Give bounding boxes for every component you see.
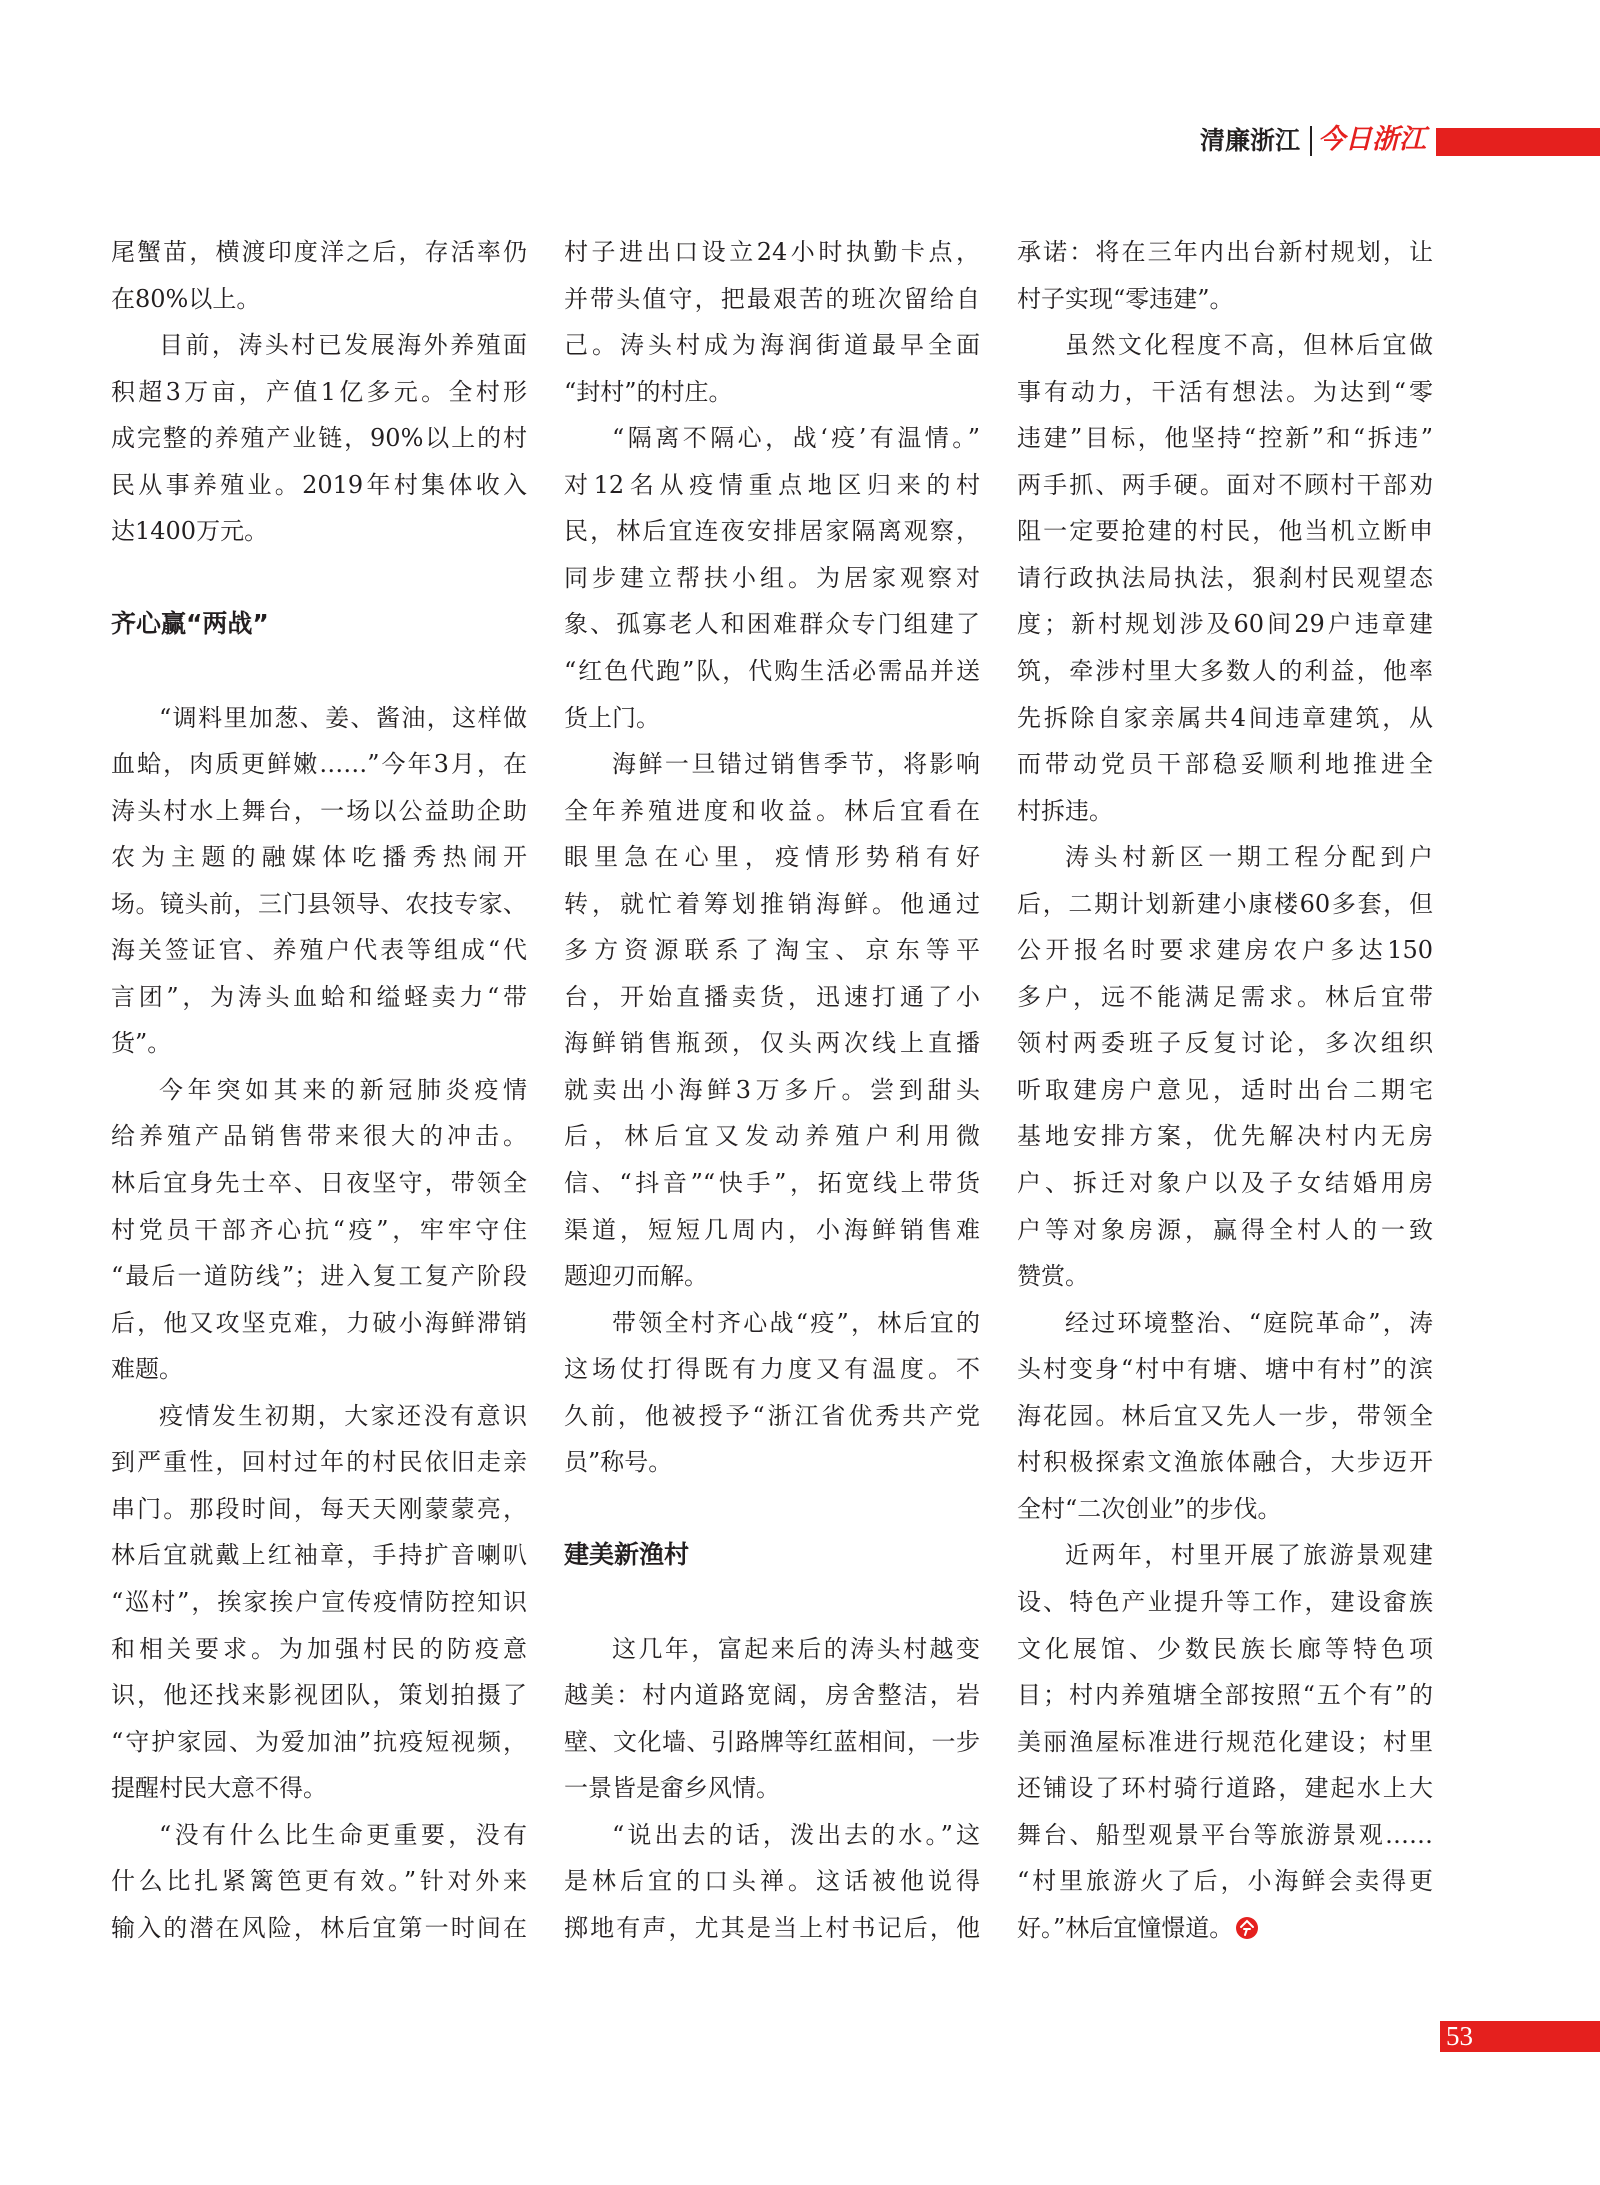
text-line: 而带动党员干部稳妥顺利地推进全 bbox=[1017, 750, 1433, 779]
text-line: 海花园。林后宜又先人一步，带领全 bbox=[1017, 1401, 1433, 1430]
text-line: 难题。 bbox=[111, 1355, 183, 1384]
text-line: 己。涛头村成为海润街道最早全面 bbox=[564, 331, 980, 360]
text-line: 全村“二次创业”的步伐。 bbox=[1017, 1494, 1282, 1523]
text-line: 提醒村民大意不得。 bbox=[111, 1774, 327, 1803]
text-line: 舞台、船型观景平台等旅游景观…… bbox=[1017, 1820, 1433, 1849]
header-divider bbox=[1310, 126, 1312, 156]
text-line: 越美：村内道路宽阔，房舍整洁，岩 bbox=[564, 1681, 980, 1710]
text-line: 给养殖产品销售带来很大的冲击。 bbox=[111, 1122, 527, 1151]
text-line: 请行政执法局执法，狠刹村民观望态 bbox=[1017, 563, 1433, 592]
text-line: 后，林后宜又发动养殖户利用微 bbox=[564, 1122, 980, 1151]
text-line: 尾蟹苗，横渡印度洋之后，存活率仍 bbox=[111, 238, 527, 266]
text-line: 林后宜就戴上红袖章，手持扩音喇叭 bbox=[111, 1541, 527, 1570]
text-line: 带领全村齐心战“疫”，林后宜的 bbox=[612, 1308, 980, 1337]
text-line: “守护家园、为爱加油”抗疫短视频， bbox=[111, 1727, 527, 1756]
text-line: “隔离不隔心，战‘疫’有温情。” bbox=[612, 424, 980, 453]
text-line: 掷地有声，尤其是当上村书记后，他 bbox=[564, 1913, 980, 1942]
text-line: 农为主题的融媒体吃播秀热闹开 bbox=[111, 843, 527, 872]
text-line: 台，开始直播卖货，迅速打通了小 bbox=[564, 982, 980, 1011]
text-line: 目前，涛头村已发展海外养殖面 bbox=[159, 331, 527, 360]
text-line: 承诺：将在三年内出台新村规划，让 bbox=[1017, 238, 1433, 266]
text-line: 渠道，短短几周内，小海鲜销售难 bbox=[564, 1215, 980, 1244]
text-line: 这场仗打得既有力度又有温度。不 bbox=[564, 1355, 980, 1384]
column-name: 清廉浙江 bbox=[1200, 126, 1301, 155]
article-column-3 bbox=[1017, 229, 1433, 1952]
text-line: 今年突如其来的新冠肺炎疫情 bbox=[159, 1075, 527, 1104]
text-line: 成完整的养殖产业链，90%以上的村 bbox=[111, 424, 527, 453]
text-line: 全年养殖进度和收益。林后宜看在 bbox=[564, 796, 980, 825]
text-line: “巡村”，挨家挨户宣传疫情防控知识 bbox=[111, 1587, 527, 1616]
text-line: 货”。 bbox=[111, 1029, 172, 1058]
text-line: 村子实现“零违建”。 bbox=[1017, 284, 1234, 313]
text-line: 就卖出小海鲜3万多斤。尝到甜头 bbox=[564, 1075, 980, 1104]
text-line: 事有动力，干活有想法。为达到“零 bbox=[1017, 377, 1433, 406]
text-line: 林后宜身先士卒、日夜坚守，带领全 bbox=[111, 1169, 527, 1197]
text-line: “封村”的村庄。 bbox=[564, 377, 733, 406]
text-line: 村子进出口设立24小时执勤卡点， bbox=[564, 238, 980, 266]
text-line: 近两年，村里开展了旅游景观建 bbox=[1065, 1541, 1433, 1570]
text-line: 多户，远不能满足需求。林后宜带 bbox=[1017, 982, 1433, 1011]
text-line: 先拆除自家亲属共4间违章建筑，从 bbox=[1017, 703, 1433, 732]
text-line: 村党员干部齐心抗“疫”，牢牢守住 bbox=[111, 1215, 527, 1244]
text-line: 达1400万元。 bbox=[111, 517, 269, 546]
text-line: 户、拆迁对象户以及子女结婚用房 bbox=[1017, 1169, 1433, 1197]
text-line: 海关签证官、养殖户代表等组成“代 bbox=[111, 936, 527, 965]
text-line: 象、孤寡老人和困难群众专门组建了 bbox=[564, 610, 980, 639]
text-line: 赞赏。 bbox=[1017, 1262, 1089, 1291]
text-line: 目；村内养殖塘全部按照“五个有”的 bbox=[1017, 1681, 1433, 1710]
text-line: 虽然文化程度不高，但林后宜做 bbox=[1065, 331, 1433, 360]
text-line: 经过环境整治、“庭院革命”，涛 bbox=[1065, 1308, 1433, 1337]
text-line: 信、“抖音”“快手”，拓宽线上带货 bbox=[564, 1169, 980, 1197]
text-line: 在80%以上。 bbox=[111, 284, 261, 313]
text-line: 户等对象房源，赢得全村人的一致 bbox=[1017, 1215, 1433, 1244]
text-line: 是林后宜的口头禅。这话被他说得 bbox=[564, 1867, 980, 1896]
text-line: 度；新村规划涉及60间29户违章建 bbox=[1017, 610, 1433, 639]
text-line: 还铺设了环村骑行道路，建起水上大 bbox=[1017, 1774, 1433, 1803]
text-line: 公开报名时要求建房农户多达150 bbox=[1017, 936, 1433, 965]
text-line: 多方资源联系了淘宝、京东等平 bbox=[564, 936, 980, 965]
header-accent-bar bbox=[1436, 128, 1600, 156]
text-line: 基地安排方案，优先解决村内无房 bbox=[1017, 1122, 1433, 1151]
text-line: 员”称号。 bbox=[564, 1448, 673, 1477]
section-heading: 建美新渔村 bbox=[564, 1540, 690, 1570]
page-number: 53 bbox=[1446, 2021, 1473, 2051]
text-line: 听取建房户意见，适时出台二期宅 bbox=[1017, 1075, 1433, 1104]
text-line: 串门。那段时间，每天天刚蒙蒙亮， bbox=[111, 1494, 527, 1523]
text-line: 到严重性，回村过年的村民依旧走亲 bbox=[111, 1448, 527, 1477]
text-line: 和相关要求。为加强村民的防疫意 bbox=[111, 1634, 527, 1663]
text-line: 领村两委班子反复讨论，多次组织 bbox=[1017, 1029, 1433, 1058]
text-line: 转，就忙着筹划推销海鲜。他通过 bbox=[564, 889, 980, 918]
text-line: 积超3万亩，产值1亿多元。全村形 bbox=[111, 377, 527, 406]
text-line: 海鲜销售瓶颈，仅头两次线上直播 bbox=[564, 1029, 980, 1058]
text-line: 言团”，为涛头血蛤和缢蛏卖力“带 bbox=[111, 982, 527, 1011]
text-line: “没有什么比生命更重要，没有 bbox=[159, 1820, 527, 1849]
text-line: 民从事养殖业。2019年村集体收入 bbox=[111, 470, 527, 499]
text-line: “调料里加葱、姜、酱油，这样做 bbox=[159, 703, 527, 732]
text-line: “红色代跑”队，代购生活必需品并送 bbox=[564, 656, 980, 685]
text-line: 久前，他被授予“浙江省优秀共产党 bbox=[564, 1401, 980, 1430]
text-line: 后，二期计划新建小康楼60多套，但 bbox=[1017, 889, 1433, 918]
text-line: 并带头值守，把最艰苦的班次留给自 bbox=[564, 284, 980, 313]
text-line: “说出去的话，泼出去的水。”这 bbox=[612, 1820, 980, 1849]
text-line: 涛头村水上舞台，一场以公益助企助 bbox=[111, 796, 527, 825]
text-line: 什么比扎紧篱笆更有效。”针对外来 bbox=[111, 1867, 527, 1896]
text-line: 同步建立帮扶小组。为居家观察对 bbox=[564, 563, 980, 592]
magazine-logo: 今日浙江 bbox=[1318, 124, 1426, 155]
text-line: 疫情发生初期，大家还没有意识 bbox=[159, 1401, 527, 1430]
text-line: 后，他又攻坚克难，力破小海鲜滞销 bbox=[111, 1308, 527, 1337]
text-line: 输入的潜在风险，林后宜第一时间在 bbox=[111, 1913, 527, 1942]
end-mark-icon bbox=[1235, 1909, 1259, 1933]
page-number-bar bbox=[1440, 2021, 1600, 2052]
text-line: “村里旅游火了后，小海鲜会卖得更 bbox=[1017, 1867, 1433, 1896]
text-line: 场。镜头前，三门县领导、农技专家、 bbox=[111, 889, 527, 918]
text-line: 壁、文化墙、引路牌等红蓝相间，一步 bbox=[564, 1727, 980, 1756]
text-line: 头村变身“村中有塘、塘中有村”的滨 bbox=[1017, 1355, 1433, 1384]
text-line: 识，他还找来影视团队，策划拍摄了 bbox=[111, 1681, 527, 1710]
text-line: “最后一道防线”；进入复工复产阶段 bbox=[111, 1262, 527, 1291]
text-line: 文化展馆、少数民族长廊等特色项 bbox=[1017, 1634, 1433, 1663]
text-line: 好。”林后宜憧憬道。 bbox=[1017, 1905, 1433, 1952]
text-line: 两手抓、两手硬。面对不顾村干部劝 bbox=[1017, 470, 1433, 499]
text-line: 村拆违。 bbox=[1017, 796, 1113, 825]
text-line: 血蛤，肉质更鲜嫩……”今年3月，在 bbox=[111, 750, 527, 779]
text-line: 眼里急在心里，疫情形势稍有好 bbox=[564, 843, 980, 872]
section-heading: 齐心赢“两战” bbox=[111, 609, 269, 639]
text-line: 货上门。 bbox=[564, 703, 660, 732]
text-line: 题迎刃而解。 bbox=[564, 1262, 708, 1291]
text-line: 村积极探索文渔旅体融合，大步迈开 bbox=[1017, 1448, 1433, 1477]
text-line: 美丽渔屋标准进行规范化建设；村里 bbox=[1017, 1727, 1433, 1756]
article-column-1 bbox=[111, 229, 527, 1952]
text-line: 筑，牵涉村里大多数人的利益，他率 bbox=[1017, 656, 1433, 685]
text-line: 涛头村新区一期工程分配到户 bbox=[1065, 843, 1433, 872]
text-line: 海鲜一旦错过销售季节，将影响 bbox=[612, 750, 980, 779]
text-line: 对12名从疫情重点地区归来的村 bbox=[564, 470, 980, 499]
text-line: 一景皆是畲乡风情。 bbox=[564, 1774, 780, 1803]
article-column-2 bbox=[564, 229, 980, 1952]
text-line: 设、特色产业提升等工作，建设畲族 bbox=[1017, 1587, 1433, 1616]
text-line: 阻一定要抢建的村民，他当机立断申 bbox=[1017, 517, 1433, 546]
text-line: 这几年，富起来后的涛头村越变 bbox=[612, 1634, 980, 1663]
text-line: 违建”目标，他坚持“控新”和“拆违” bbox=[1017, 424, 1433, 453]
text-line: 民，林后宜连夜安排居家隔离观察， bbox=[564, 517, 980, 546]
